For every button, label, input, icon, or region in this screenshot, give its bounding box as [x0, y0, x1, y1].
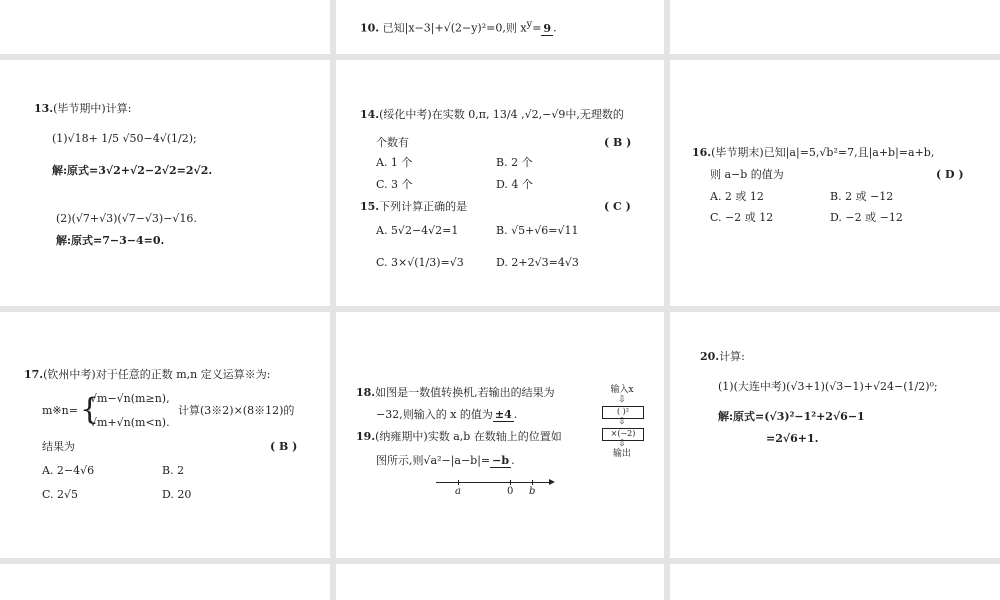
q13-part2: (2)(√7+√3)(√7−√3)−√16. [56, 212, 197, 225]
panel-bottom-middle [336, 564, 664, 600]
number-line [436, 478, 556, 498]
q17-option-c: C. 2√5 [42, 488, 79, 501]
answer-17: ( B ) [270, 440, 298, 453]
machine-multiply-box: ×(−2) [602, 428, 644, 441]
question-10: 10. 已知|x−3|+√(2−y)²=0,则 $x^y= 9$ . [360, 19, 557, 35]
panel-q20 [670, 312, 1000, 558]
answer-18: ±4 [494, 408, 512, 421]
q17-option-a: A. 2−4√6 [42, 464, 95, 477]
q17-tail: 计算(3※2)×(8※12)的 [178, 404, 295, 417]
q14-option-b: B. 2 个 [496, 156, 533, 169]
q14-line2: 个数有 [376, 136, 409, 149]
label-a: a [455, 486, 461, 497]
label-zero: 0 [507, 486, 514, 497]
conversion-machine-diagram [592, 386, 652, 462]
answer-10: 9 [543, 21, 552, 35]
q20-solution-line2: =2√6+1. [766, 432, 819, 445]
q14-option-c: C. 3 个 [376, 178, 413, 191]
down-arrow-icon: ⇩ [618, 439, 626, 449]
q18-line2: −32,则输入的 x 的值为 ±4 . [376, 408, 518, 421]
answer-15: ( C ) [604, 200, 631, 213]
q14-option-d: D. 4 个 [496, 178, 533, 191]
q15-option-b: B. √5+√6=√11 [496, 224, 579, 237]
q13-solution2: 解:原式=7−3−4=0. [56, 234, 165, 247]
down-arrow-icon: ⇩ [618, 417, 626, 427]
machine-input-label: 输入x [610, 385, 634, 395]
label-b: b [529, 486, 536, 497]
question-14: 14.(绥化中考)在实数 0,π, 13/4 ,√2,−√9中,无理数的 [360, 108, 624, 121]
question-15: 15.下列计算正确的是 [360, 200, 468, 213]
panel-q16 [670, 60, 1000, 306]
panel-q18-q19 [336, 312, 664, 558]
q15-option-a: A. 5√2−4√2=1 [376, 224, 459, 237]
question-20: 20.计算: [700, 350, 745, 363]
down-arrow-icon: ⇩ [618, 395, 626, 405]
q17-option-b: B. 2 [162, 464, 185, 477]
q17-brace: { [80, 392, 100, 427]
answer-16: ( D ) [936, 168, 964, 181]
q17-case1: √m−√n(m≥n), [90, 392, 170, 405]
q17-case2: √m+√n(m<n). [90, 416, 170, 429]
question-19: 19.(纳雍期中)实数 a,b 在数轴上的位置如 [356, 430, 562, 443]
q16-option-d: D. −2 或 −12 [830, 211, 903, 224]
q16-option-a: A. 2 或 12 [710, 190, 764, 203]
q20-part1: (1)(大连中考)(√3+1)(√3−1)+√24−(1/2)⁰; [718, 380, 938, 393]
panel-bottom-right [670, 564, 1000, 600]
q19-line2: 图所示,则√a²−|a−b|= −b . [376, 454, 515, 467]
q15-option-d: D. 2+2√3=4√3 [496, 256, 579, 269]
panel-bottom-left [0, 564, 330, 600]
question-18: 18.如图是一数值转换机,若输出的结果为 [356, 386, 555, 399]
number-line-arrow-icon [549, 479, 555, 485]
question-13: 13.(毕节期中)计算: [34, 102, 132, 115]
q20-solution-line1: 解:原式=(√3)²−1²+2√6−1 [718, 410, 865, 423]
q13-solution1: 解:原式=3√2+√2−2√2=2√2. [52, 164, 213, 177]
panel-q14-q15 [336, 60, 664, 306]
q17-lhs: m※n= [42, 404, 78, 417]
question-17: 17.(钦州中考)对于任意的正数 m,n 定义运算※为: [24, 368, 271, 381]
machine-output-label: 输出 [612, 449, 631, 459]
q17-line3: 结果为 [42, 440, 75, 453]
q16-line2: 则 a−b 的值为 [710, 168, 784, 181]
panel-top-middle [336, 0, 664, 54]
answer-19: −b [492, 454, 510, 467]
panel-top-right [670, 0, 1000, 54]
panel-q17 [0, 312, 330, 558]
q16-option-c: C. −2 或 12 [710, 211, 774, 224]
q16-option-b: B. 2 或 −12 [830, 190, 894, 203]
answer-14: ( B ) [604, 136, 632, 149]
machine-square-box: ( )² [602, 406, 644, 419]
q15-option-c: C. 3×√(1/3)=√3 [376, 256, 464, 269]
panel-top-left [0, 0, 330, 54]
question-16: 16.(毕节期末)已知|a|=5,√b²=7,且|a+b|=a+b, [692, 146, 935, 159]
q17-option-d: D. 20 [162, 488, 192, 501]
q13-part1: (1)√18+ 1/5 √50−4√(1/2); [52, 132, 197, 145]
q14-option-a: A. 1 个 [376, 156, 413, 169]
panel-q13 [0, 60, 330, 306]
